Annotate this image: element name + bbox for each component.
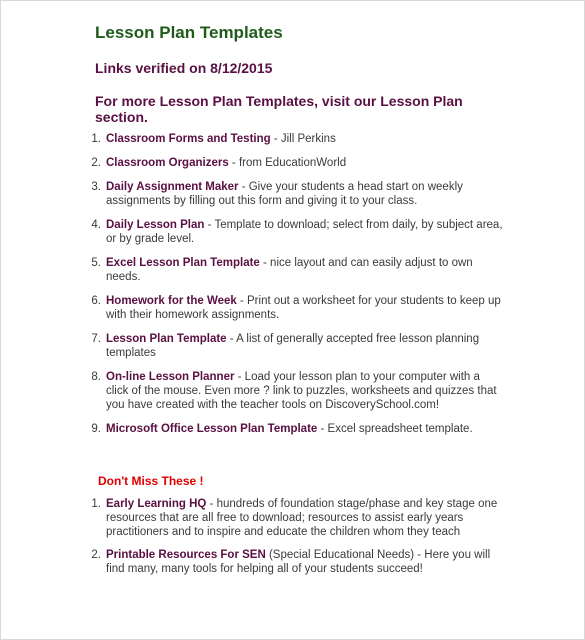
item-number: 3. [91,181,101,193]
list-item [91,370,505,412]
item-link[interactable]: Classroom Organizers [106,157,229,169]
item-description: - Excel spreadsheet template. [317,423,473,435]
dont-miss-heading: Don't Miss These ! [98,474,204,488]
list-item [91,256,505,284]
item-number: 2. [91,157,101,169]
item-description: - Load your lesson plan to your computer with a click of the mouse. Even more ? link to puzzles, worksheets and quizzes that you have created with the teacher tools on DiscoverySchool.com! [106,371,497,411]
list-item [91,422,505,436]
item-number: 9. [91,423,101,435]
item-description: - Give your students a head start on weekly assignments by filling out this form and giving it to your class. [106,181,463,207]
item-description: - from EducationWorld [228,157,347,169]
item-link[interactable]: On-line Lesson Planner [106,371,235,383]
template-list [91,132,505,436]
document-content [91,22,505,585]
list-item [91,132,505,146]
item-number: 4. [91,219,101,231]
list-item [91,218,505,246]
item-description: - hundreds of foundation stage/phase and key stage one resources that are all free to download; resources to assist early years practitioners and to inspire and educate the children whom they teach [106,498,498,538]
item-link[interactable]: Printable Resources For SEN [106,549,266,561]
item-description: - Template to download; select from daily, by subject area, or by grade level. [106,219,503,245]
item-number: 7. [91,333,101,345]
item-link[interactable]: Homework for the Week [106,295,237,307]
item-link[interactable]: Early Learning HQ [106,498,207,510]
item-description: (Special Educational Needs) - Here you will find many, many tools for helping all of your students succeed! [106,549,491,575]
item-number: 1. [91,498,101,510]
verified-date-text: Links verified on 8/12/2015 [95,60,273,76]
extra-resources-list [91,497,505,576]
item-number: 6. [91,295,101,307]
item-link[interactable]: Classroom Forms and Testing [106,133,271,145]
more-templates-text: For more Lesson Plan Templates, visit our Lesson Plan section. [95,93,463,125]
list-item [91,497,505,539]
list-item [91,156,505,170]
item-number: 2. [91,549,101,561]
list-item [91,548,505,576]
item-link[interactable]: Microsoft Office Lesson Plan Template [106,423,318,435]
item-number: 1. [91,133,101,145]
list-item [91,180,505,208]
item-link[interactable]: Excel Lesson Plan Template [106,257,260,269]
item-link[interactable]: Daily Lesson Plan [106,219,205,231]
item-number: 8. [91,371,101,383]
item-description: - nice layout and can easily adjust to own needs. [106,257,473,283]
item-description: - A list of generally accepted free lesson planning templates [106,333,480,359]
item-description: - Jill Perkins [270,133,336,145]
page-title: Lesson Plan Templates [95,23,283,42]
item-link[interactable]: Daily Assignment Maker [106,181,239,193]
item-description: - Print out a worksheet for your students to keep up with their homework assignments. [106,295,501,321]
item-number: 5. [91,257,101,269]
list-item [91,332,505,360]
item-link[interactable]: Lesson Plan Template [106,333,227,345]
list-item [91,294,505,322]
